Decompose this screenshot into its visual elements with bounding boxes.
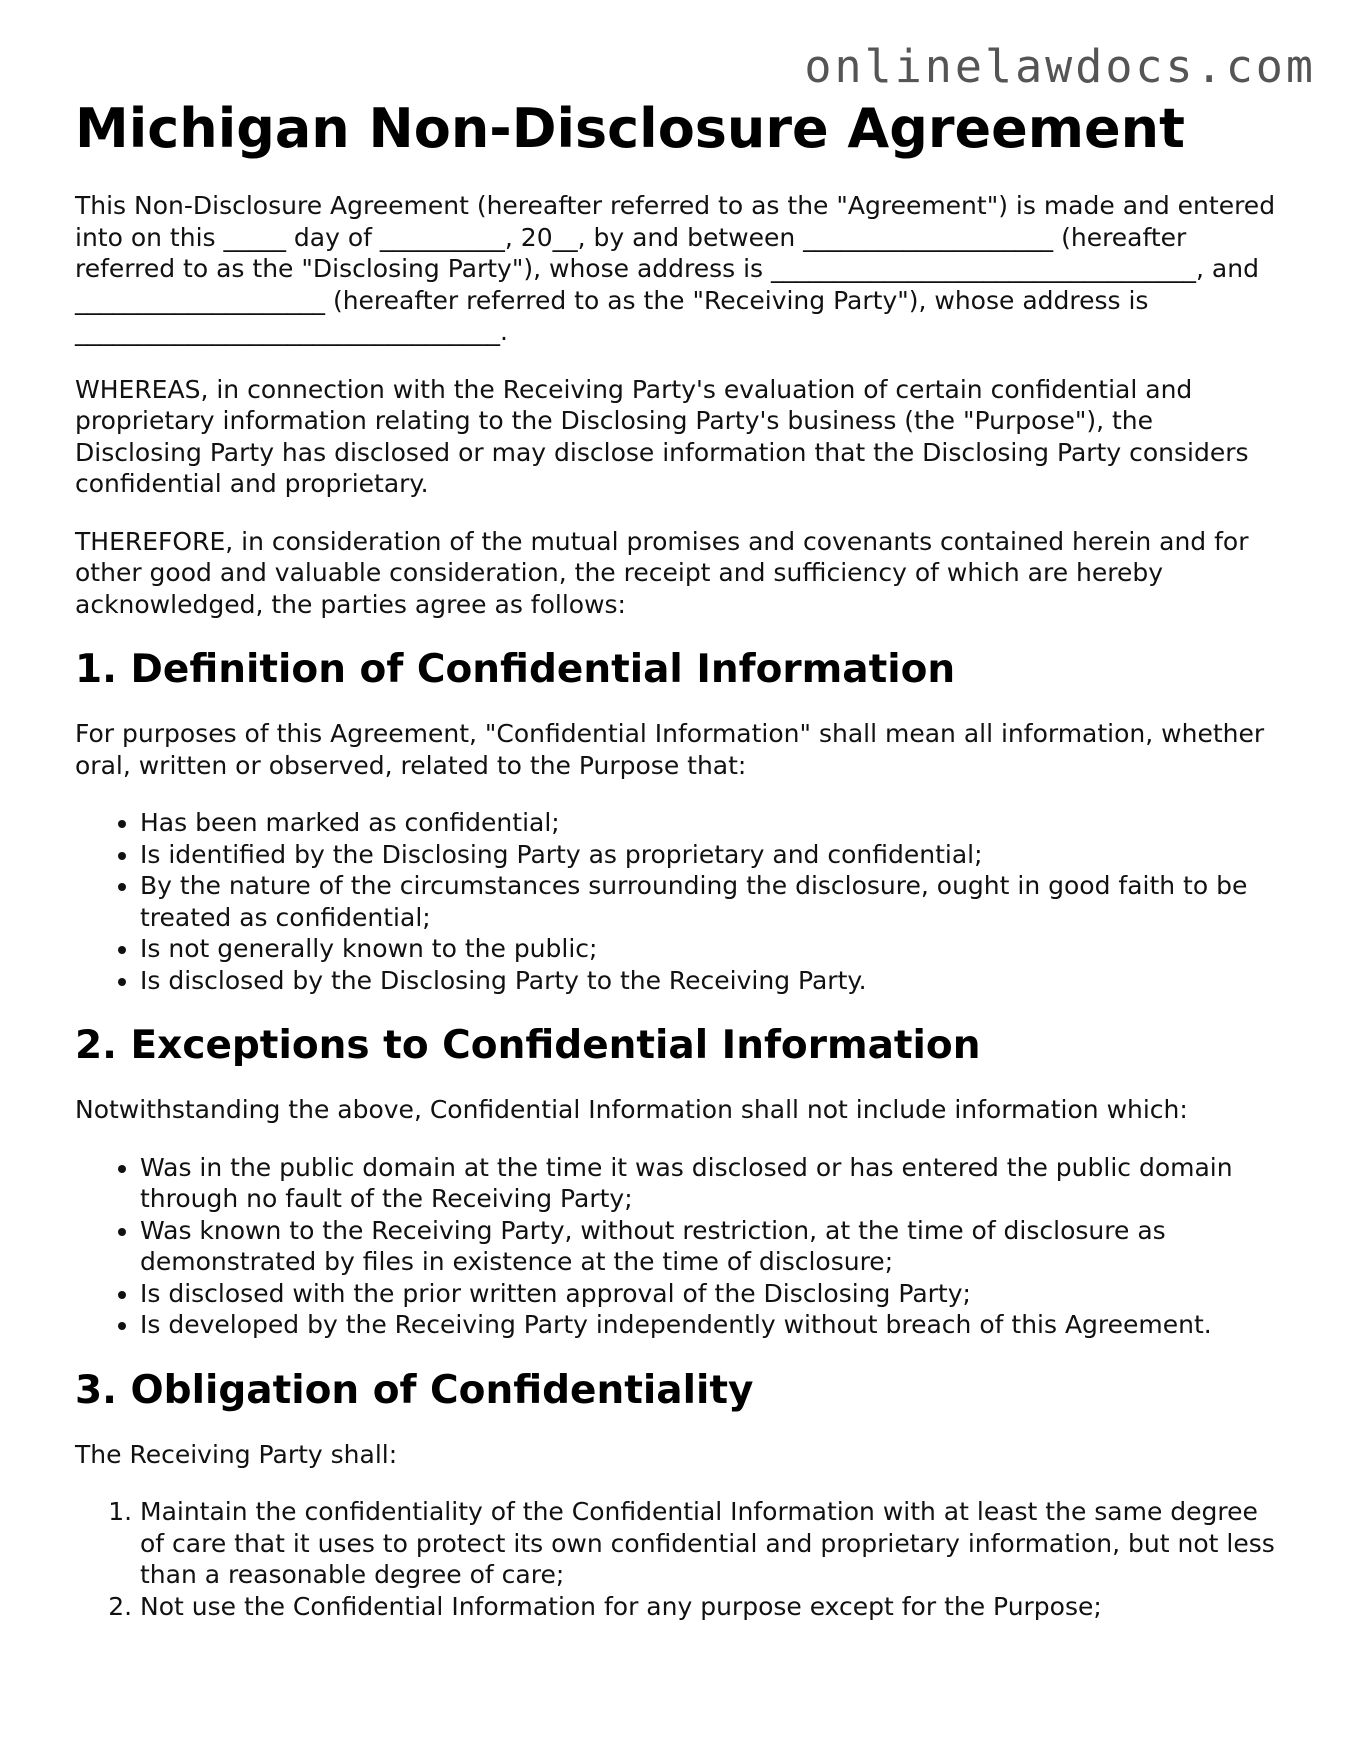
list-item: • Is disclosed with the prior written approval of the Disclosing Party; <box>140 1278 1287 1310</box>
section-lead: The Receiving Party shall: <box>75 1439 398 1469</box>
section-exceptions <box>75 1022 1287 1341</box>
section-lead: Notwithstanding the above, Confidential Information shall not include information which: <box>75 1095 1188 1124</box>
intro-paragraph: This Non-Disclosure Agreement (hereafter referred to as the "Agreement") is made and entered into on this _____ day of __________, 20__, by and between ____________________ (hereafter referred to as the "Disclosing Party"), whose address is __________________________________, and ____________________ (hereafter referred to as the "Receiving Party"), whose address is __________________________________. <box>75 191 1284 346</box>
list-item: 1. Maintain the confidentiality of the Confidential Information with at least the same degree of care that it uses to protect its own confidential and proprietary information, but not less than a reasonable degree of care; <box>140 1496 1287 1591</box>
bullet-list <box>75 1152 1287 1341</box>
section-definition <box>75 646 1287 996</box>
therefore-paragraph: THEREFORE, in consideration of the mutual promises and covenants contained herein and for other good and valuable consideration, the receipt and sufficiency of which are hereby acknowledged, the parties agree as follows: <box>75 526 1249 619</box>
section-lead: For purposes of this Agreement, "Confidential Information" shall mean all information, whether oral, written or observed, related to the Purpose that: <box>75 719 1265 780</box>
list-item: • Has been marked as confidential; <box>140 807 1287 839</box>
document-page <box>75 96 1287 1648</box>
whereas-paragraph: WHEREAS, in connection with the Receiving Party's evaluation of certain confidential and proprietary information relating to the Disclosing Party's business (the "Purpose"), the Disclosing Party has disclosed or may disclose information that the Disclosing Party considers confidential and proprietary. <box>75 374 1249 498</box>
list-item: • By the nature of the circumstances surrounding the disclosure, ought in good faith to be treated as confidential; <box>140 870 1287 933</box>
list-item: • Is developed by the Receiving Party independently without breach of this Agreement. <box>140 1309 1287 1341</box>
section-obligation <box>75 1367 1287 1623</box>
site-watermark: onlinelawdocs.com <box>804 40 1316 93</box>
list-item: • Is not generally known to the public; <box>140 933 1287 965</box>
list-item: • Is disclosed by the Disclosing Party to the Receiving Party. <box>140 965 1287 997</box>
document-title: Michigan Non-Disclosure Agreement <box>75 97 1185 160</box>
list-item: • Was in the public domain at the time it was disclosed or has entered the public domain through no fault of the Receiving Party; <box>140 1152 1287 1215</box>
section-heading: 1. Definition of Confidential Information <box>75 647 956 692</box>
list-item: 2. Not use the Confidential Information for any purpose except for the Purpose; <box>140 1591 1287 1623</box>
list-item: • Is identified by the Disclosing Party as proprietary and confidential; <box>140 839 1287 871</box>
bullet-list <box>75 807 1287 996</box>
section-heading: 2. Exceptions to Confidential Information <box>75 1023 981 1068</box>
list-item: • Was known to the Receiving Party, without restriction, at the time of disclosure as demonstrated by files in existence at the time of disclosure; <box>140 1215 1287 1278</box>
numbered-list <box>75 1496 1287 1622</box>
section-heading: 3. Obligation of Confidentiality <box>75 1367 754 1413</box>
